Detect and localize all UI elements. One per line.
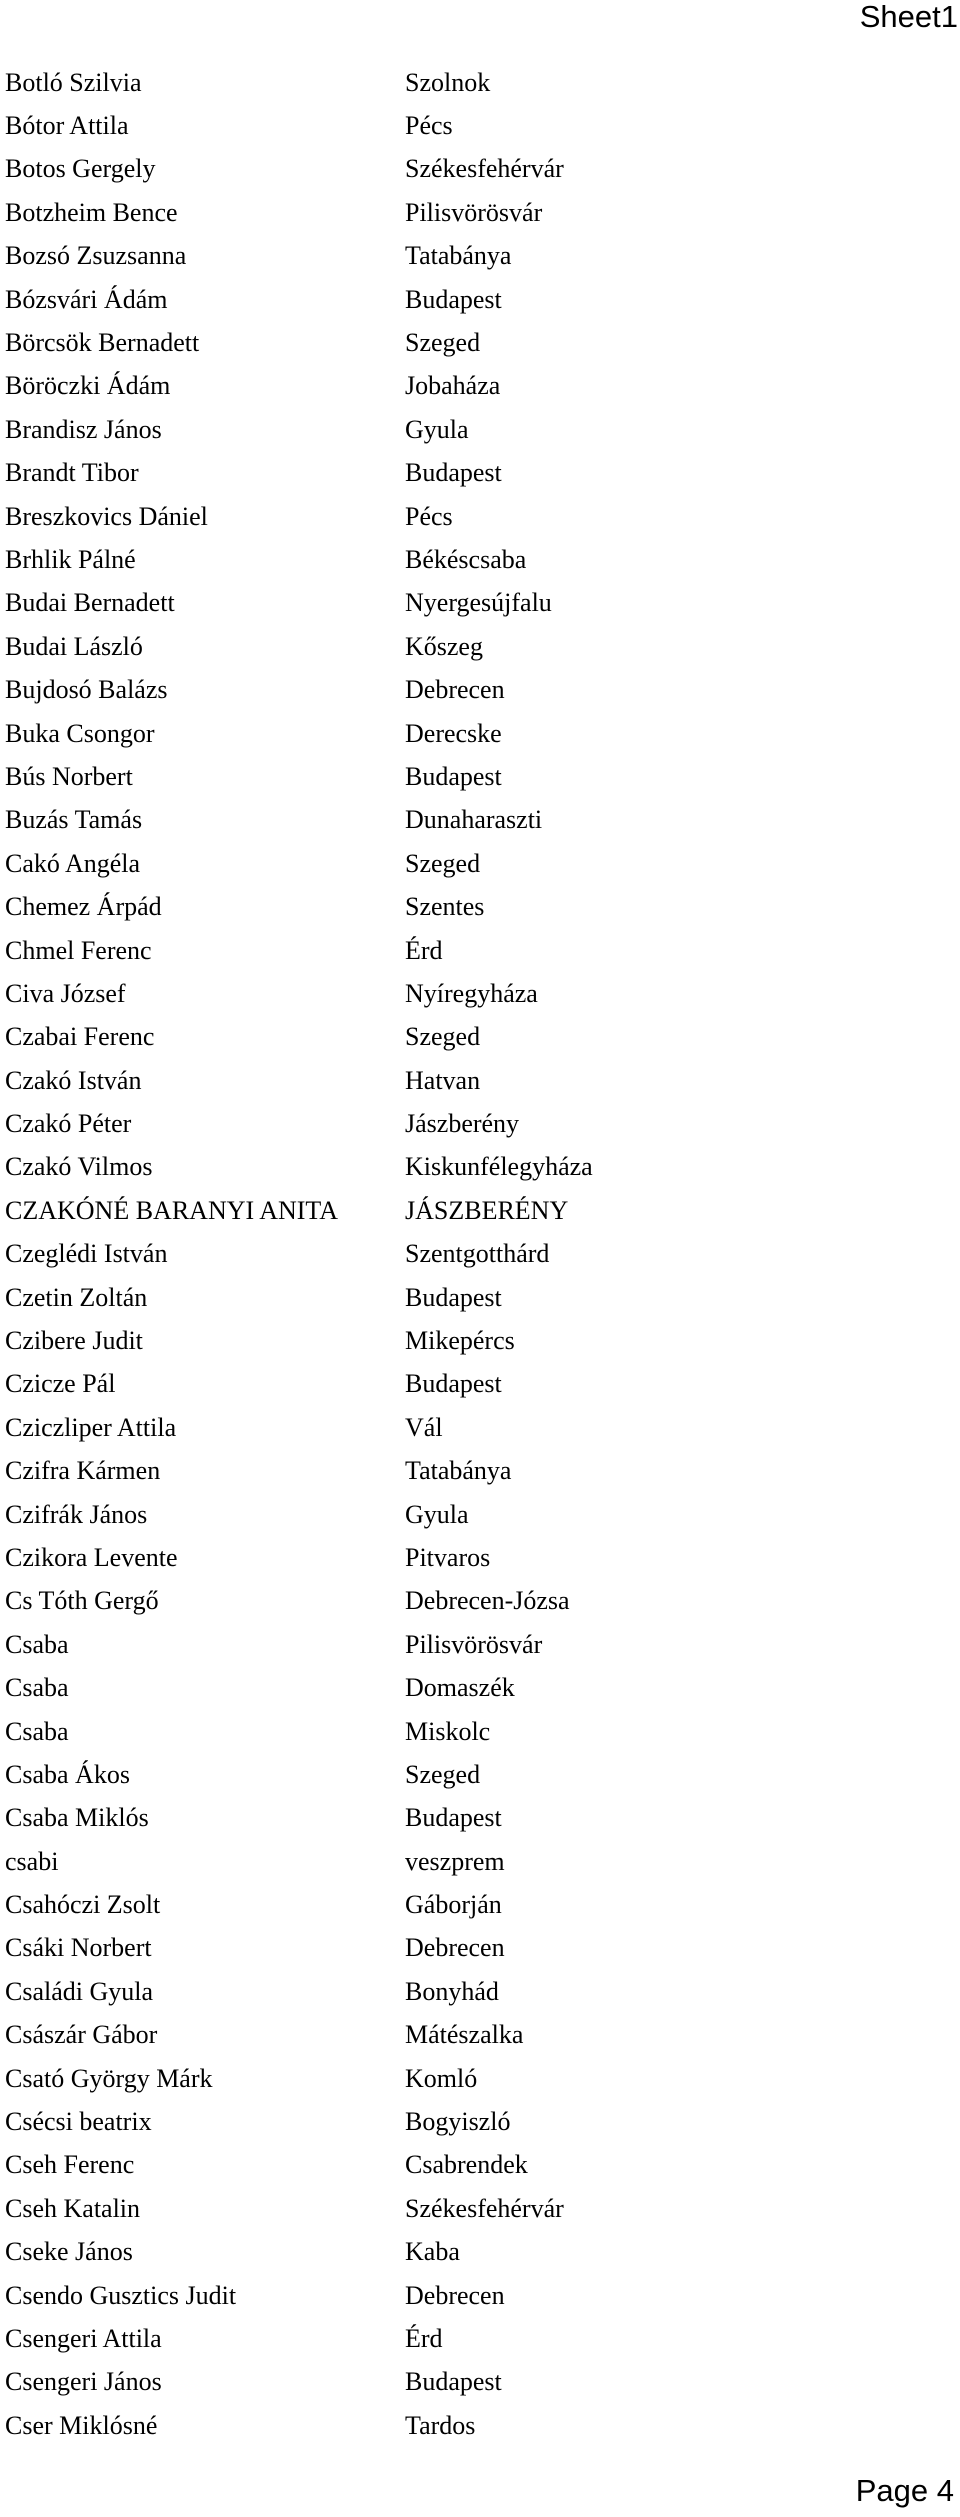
table-row [5,1059,945,1102]
table-row [5,1319,945,1362]
table-row [5,1623,945,1666]
city-cell: Szeged [405,848,481,878]
name-cell: Csató György Márk [5,2063,213,2093]
city-cell: Derecske [405,718,502,748]
table-row [5,148,945,191]
name-cell: Cakó Angéla [5,848,141,878]
city-cell: Pécs [405,111,453,141]
name-cell: Czetin Zoltán [5,1282,148,1312]
table-row [5,712,945,755]
table-row [5,538,945,581]
name-cell: Czicze Pál [5,1369,116,1399]
page-number: Page 4 [855,2473,954,2508]
table-row [5,668,945,711]
name-cell: Chmel Ferenc [5,935,152,965]
table-row [5,2361,945,2404]
city-cell: Tatabánya [405,1456,512,1486]
table-row [5,1450,945,1493]
name-cell: Cseh Ferenc [5,2150,135,2180]
name-cell: Czifra Kármen [5,1456,161,1486]
table-row [5,2231,945,2274]
city-cell: JÁSZBERÉNY [405,1195,569,1225]
city-cell: Miskolc [405,1716,491,1746]
city-cell: Kaba [405,2237,460,2267]
name-cell: Botló Szilvia [5,67,142,97]
table-row [5,1883,945,1926]
name-cell: Bujdosó Balázs [5,675,168,705]
table-row [5,972,945,1015]
name-cell: Csaba Ákos [5,1759,130,1789]
city-cell: Pilisvörösvár [405,1629,543,1659]
name-cell: Buka Csongor [5,718,155,748]
table-row [5,1233,945,1276]
city-cell: Budapest [405,1803,502,1833]
name-cell: Brandt Tibor [5,458,139,488]
table-row [5,235,945,278]
name-cell: Cseke János [5,2237,133,2267]
name-cell: Csaba [5,1716,69,1746]
name-cell: Czabai Ferenc [5,1022,155,1052]
table-row [5,929,945,972]
name-cell: Csáki Norbert [5,1933,152,1963]
city-cell: Csabrendek [405,2150,528,2180]
city-cell: Gáborján [405,1890,502,1920]
table-row [5,1493,945,1536]
table-row [5,1363,945,1406]
city-cell: Székesfehérvár [405,154,564,184]
name-cell: Czakó István [5,1065,142,1095]
city-cell: Debrecen [405,2280,505,2310]
table-row [5,625,945,668]
name-cell: Csengeri János [5,2367,162,2397]
table-row [5,2014,945,2057]
table-row [5,365,945,408]
table-row [5,1797,945,1840]
name-cell: Budai László [5,631,143,661]
name-cell: Buzás Tamás [5,805,143,835]
table-row [5,1840,945,1883]
table-row [5,1102,945,1145]
city-cell: Vál [405,1412,443,1442]
city-cell: Székesfehérvár [405,2193,564,2223]
city-cell: Szeged [405,1022,481,1052]
name-cell: CZAKÓNÉ BARANYI ANITA [5,1195,339,1225]
city-cell: Pilisvörösvár [405,197,543,227]
name-cell: Czifrák János [5,1499,148,1529]
table-row [5,1406,945,1449]
name-cell: Czakó Vilmos [5,1152,153,1182]
name-cell: Brandisz János [5,414,162,444]
name-cell: Civa József [5,978,126,1008]
city-cell: Komló [405,2063,478,2093]
city-cell: Budapest [405,1369,502,1399]
table-row [5,1970,945,2013]
sheet-title: Sheet1 [859,0,958,34]
name-cell: Börcsök Bernadett [5,328,200,358]
name-cell: Böröczki Ádám [5,371,171,401]
city-cell: Budapest [405,2367,502,2397]
name-cell: Botzheim Bence [5,197,178,227]
name-cell: Cseh Katalin [5,2193,141,2223]
city-cell: Pitvaros [405,1542,491,1572]
city-cell: Budapest [405,1282,502,1312]
name-cell: Czakó Péter [5,1109,132,1139]
city-cell: Budapest [405,284,502,314]
city-cell: Érd [405,935,443,965]
city-cell: Mátészalka [405,2020,524,2050]
name-cell: Bózsvári Ádám [5,284,168,314]
city-cell: Jobaháza [405,371,501,401]
table-row [5,2404,945,2447]
table-row [5,408,945,451]
table-row [5,1927,945,1970]
name-cell: Csahóczi Zsolt [5,1890,161,1920]
table-row [5,321,945,364]
city-cell: Szentes [405,892,485,922]
table-row [5,1189,945,1232]
table-row [5,1753,945,1796]
name-cell: Budai Bernadett [5,588,175,618]
city-cell: Nyergesújfalu [405,588,552,618]
name-cell: Botos Gergely [5,154,156,184]
city-cell: Pécs [405,501,453,531]
city-cell: Debrecen [405,675,505,705]
name-cell: csabi [5,1846,59,1876]
table-row [5,1666,945,1709]
name-cell: Csendo Gusztics Judit [5,2280,237,2310]
city-cell: Jászberény [405,1109,520,1139]
name-cell: Csécsi beatrix [5,2107,152,2137]
table-row [5,582,945,625]
table-row [5,1710,945,1753]
name-cell: Csengeri Attila [5,2324,162,2353]
name-cell: Családi Gyula [5,1976,154,2006]
table-row [5,2187,945,2230]
city-cell: Szeged [405,328,481,358]
name-cell: Császár Gábor [5,2020,158,2050]
table-row [5,1016,945,1059]
city-cell: Szolnok [405,67,491,97]
city-cell: Dunaharaszti [405,805,543,835]
table-row [5,2100,945,2143]
table-row [5,278,945,321]
data-rows [5,61,945,2447]
table-row [5,799,945,842]
city-cell: Tardos [405,2410,476,2440]
table-row [5,1146,945,1189]
table-row [5,191,945,234]
city-cell: Debrecen-Józsa [405,1586,570,1616]
city-cell: Budapest [405,458,502,488]
city-cell: Kőszeg [405,631,483,661]
city-cell: Bonyhád [405,1976,499,2006]
name-cell: Csaba Miklós [5,1803,149,1833]
table-row [5,842,945,885]
table-row [5,1580,945,1623]
city-cell: Érd [405,2324,443,2353]
table-row [5,2144,945,2187]
table-row [5,1276,945,1319]
table-row [5,2317,945,2360]
city-cell: Debrecen [405,1933,505,1963]
name-cell: Czibere Judit [5,1326,143,1356]
table-row [5,2274,945,2317]
city-cell: Gyula [405,414,469,444]
name-cell: Cziczliper Attila [5,1412,177,1442]
city-cell: Mikepércs [405,1326,515,1356]
table-row [5,495,945,538]
city-cell: Szentgotthárd [405,1239,550,1269]
city-cell: Domaszék [405,1673,515,1703]
name-cell: Brhlik Pálné [5,544,136,574]
table-row [5,104,945,147]
table-row [5,452,945,495]
name-cell: Breszkovics Dániel [5,501,208,531]
city-cell: Nyíregyháza [405,978,538,1008]
table-row [5,755,945,798]
city-cell: Kiskunfélegyháza [405,1152,593,1182]
city-cell: Bogyiszló [405,2107,511,2137]
name-cell: Czikora Levente [5,1542,178,1572]
name-cell: Csaba [5,1629,69,1659]
name-cell: Cs Tóth Gergő [5,1586,159,1616]
table-row [5,885,945,928]
name-cell: Bótor Attila [5,111,129,141]
city-cell: veszprem [405,1846,505,1876]
city-cell: Hatvan [405,1065,481,1095]
city-cell: Gyula [405,1499,469,1529]
name-cell: Chemez Árpád [5,892,162,922]
city-cell: Tatabánya [405,241,512,271]
name-cell: Bozsó Zsuzsanna [5,241,187,271]
name-cell: Cser Miklósné [5,2410,158,2440]
table-row [5,61,945,104]
city-cell: Budapest [405,761,502,791]
name-cell: Bús Norbert [5,761,133,791]
name-cell: Czeglédi István [5,1239,168,1269]
table-row [5,1536,945,1579]
table-row [5,2057,945,2100]
name-cell: Csaba [5,1673,69,1703]
city-cell: Békéscsaba [405,544,527,574]
city-cell: Szeged [405,1759,481,1789]
